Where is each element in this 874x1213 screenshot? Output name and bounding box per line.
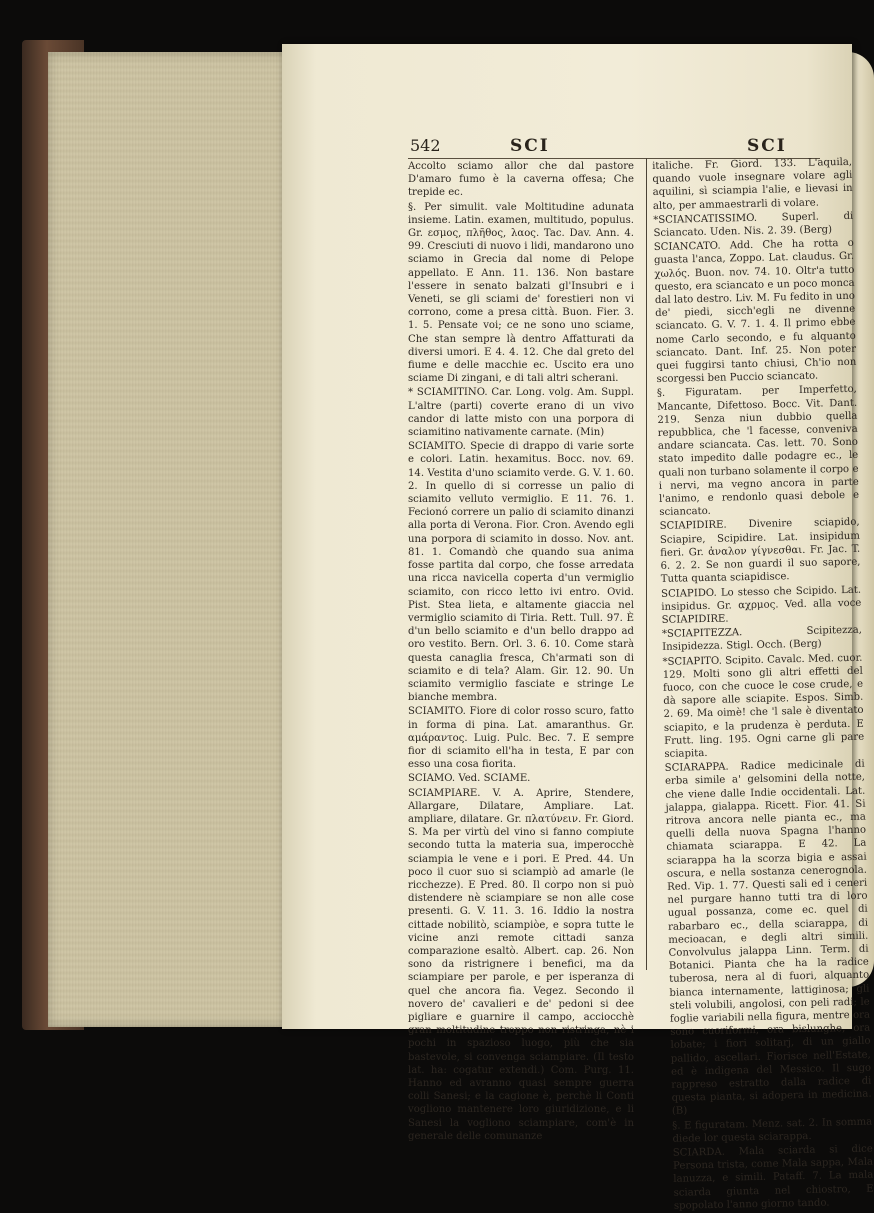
header-right: SCI	[747, 136, 787, 156]
entry-paragraph: *SCIAPITEZZA. Scipitezza, Insipidezza. Stigl. Occh. (Berg)	[661, 624, 863, 654]
dictionary-page	[282, 44, 874, 1212]
running-header	[282, 136, 852, 158]
entry-paragraph: SCIARDA. Mala sciarda si dice Persona trista, come Mala sappa, Mala lanuzza, e simili. Pataff. 7. La mala sciarda giunta nel chiostro, E spopolato l'anno giorno tando.	[672, 1143, 874, 1212]
header-left: SCI	[510, 136, 550, 156]
entry-paragraph: italiche. Fr. Giord. 133. L'aquila, quando vuole insegnare volare agli aquilini, sì sciampia l'alie, e lievasi in alto, per ammaestrarli di volare.	[652, 156, 853, 212]
entry-paragraph: SCIAMITO. Specie di drappo di varie sorte e colori. Latin. hexamitus. Bocc. nov. 69. 14. Vestita d'uno sciamito verde. G. V. 1. 60. 2. In quello di si corresse un palio di sciamito velluto vermiglio. E 11. 76. 1. Fecionó correre un palio di sciamito dinanzi alla porta di Verona. Fior. Cron. Avendo egli una porpora di sciamito in dosso. Nov. ant. 81. 1. Comandò che quando sua anima fosse partita dal corpo, che fosse arredata una ricca navicella coperta d'un vermiglio sciamito, con ricco letto ivi entro. Ovid. Pist. Stea lieta, e altamente giaccia nel vermiglio sciamito di Tiria. Rett. Tull. 97. È d'un bello sciamito e d'un bello drappo ad oro vestito. Bern. Orl. 3. 6. 10. Come starà questa canaglia fresca, Ch'armati son di sciamito e di tela? Alam. Gir. 12. 90. Un sciamito vermiglio fasciate e stringe Le bianche membra.	[408, 441, 634, 704]
entry-paragraph: SCIAMPIARE. V. A. Aprire, Stendere, Allargare, Dilatare, Ampliare. Lat. ampliare, dilatare. Gr. πλατύνειν. Fr. Giord. S. Ma per virtù del vino si fanno compiute secondo tutta la materia sua, imperocchè sciampia le vene e i pori. E Pred. 44. Un poco il cuor suo si sciampiò ad amarle (le ricchezze). E Pred. 80. Il corpo non si può distendere nè sciampiare se non alle cose presenti. G. V. 11. 3. 16. Iddio la nostra cittade nobilitò, sciampiòe, e sopra tutte le vicine anzi remote cittadi sanza comparazione esaltò. Albert. cap. 26. Non sono da ristrignere i benefici, ma da sciampiare per parole, e per isperanza di quel che ancora fia. Vegez. Secondo il novero de' cavalieri e de' pedoni si dee pigliare e guarnire il campo, acciocchè gran moltitudine troppo non ristringa, nè i pochi in spazioso luogo, più che sia bastevole, si convenga sciampiare. (Il testo lat. ha: cogatur extendi.) Com. Purg. 11. Hanno ed avranno quasi sempre guerra colli Sanesi; e la cagione è, perchè li Conti vogliono mantenere loro giuridizione, e li Sanesi la vogliono sciampiare, com'è in generale delle comunanze	[408, 787, 634, 1142]
page-edges	[48, 52, 288, 1027]
entry-paragraph: §. E figuratam. Menz. sat. 2. In somma diede lor questa sciarappa.	[672, 1116, 873, 1145]
column-divider	[646, 158, 647, 970]
entry-paragraph: SCIARAPPA. Radice medicinale di erba simile a' gelsomini della notte, che viene dalle Indie occidentali. Lat. jalappa, gialappa. Ricett. Fior. 41. Si ritrova ancora nelle pianta ec., ma quelli della nuova Spagna l'hanno chiamata sciarappa. E 42. La sciarappa ha la scorza bigia e assai oscura, e nella sostanza cenerognola. Red. Vip. 1. 77. Questi sali ed i ceneri nel purgare hanno tutti tra di loro ugual possanza, come ec. quel di rabarbaro ec., della sciarappa, di mecioacan, e degli altri simili. Convolvulus jalappa Linn. Term. di Botanici. Pianta che ha la radice tuberosa, nera al di fuori, alquanto bianca internamente, lattiginosa; gli steli volubili, angolosi, con peli radi; le foglie variabili nella figura, mentre ora sono cuoriformi, ora bislunghe, ora lobate; i fiori solitarj, di un giallo pallido, ascellari. Fiorisce nell'Estate, ed è indigena del Messico. Il sugo rappreso estratto dalla radice di questa pianta, si adopera in medicina. (B)	[664, 758, 872, 1118]
entry-paragraph: SCIAMO. Ved. SCIAME.	[408, 773, 531, 785]
entry-paragraph: *SCIAPITO. Scipito. Cavalc. Med. cuor. 129. Molti sono gli altri effetti del fuoco, con che cuoce le cose crude, e dà sapore alle sciapite. Espos. Simb. 2. 69. Ma oimè! che 'l sale è diventato sciapito, e la prudenza è perduta. E Frutt. ling. 195. Ogni carne gli pare sciapita.	[662, 652, 865, 760]
entry-paragraph: SCIAPIDIRE. Divenire sciapido, Sciapire, Scipidire. Lat. insipidum fieri. Gr. ἀναλον γίγνεσθαι. Fr. Jac. T. 6. 2. 2. Se non guardi il suo sapore, Tutta quanta sciapidisce.	[659, 517, 861, 586]
entry-paragraph: * SCIAMITINO. Car. Long. volg. Am. Suppl. L'altre (parti) coverte erano di un vivo candor di latte misto con una porpora di sciamitino nativamente carnate. (Min)	[408, 387, 634, 439]
entry-paragraph: SCIAPIDO. Lo stesso che Scipido. Lat. insipidus. Gr. αχρμος. Ved. alla voce SCIAPIDIRE.	[660, 584, 862, 626]
entry-paragraph: Accolto sciamo allor che dal pastore D'amaro fumo è la caverna offesa; Che trepide ec.	[408, 161, 634, 199]
left-column	[408, 160, 634, 1142]
entry-paragraph: *SCIANCATISSIMO. Superl. di Sciancato. Uden. Nis. 2. 39. (Berg)	[653, 210, 854, 239]
entry-paragraph: SCIANCATO. Add. Che ha rotta o guasta l'anca, Zoppo. Lat. claudus. Gr. χωλός. Buon. nov. 74. 10. Oltr'a tutto questo, era sciancato e un poco monca dal lato destro. Liv. M. Fu fedito in uno de' piedi, sicch'egli ne divenne sciancato. G. V. 7. 1. 4. Il primo ebbe nome Carlo secondo, e fu alquanto sciancato. Dant. Inf. 25. Non poter quei fuggirsi tanto chiusi, Ch'io non scorgessi ben Puccio sciancato.	[653, 238, 857, 386]
right-column	[652, 156, 874, 1212]
entry-paragraph: SCIAMITO. Fiore di color rosso scuro, fatto in forma di pina. Lat. amaranthus. Gr. αμάραντος. Luig. Pulc. Bec. 7. E sempre fior di sciamito ell'ha in testa, E par con esso una cosa fiorita.	[408, 706, 634, 771]
entry-paragraph: §. Figuratam. per Imperfetto, Mancante, Difettoso. Bocc. Vit. Dant. 219. Senza niun dubbio quella repubblica, che 'l facesse, conveniva andare sciancata. Cas. lett. 70. Sono stato impedito dalle podagre ec., le quali non turbano solamente il corpo e i nervi, ma vegno ancora in parte l'animo, e rendonlo quasi debole e sciancato.	[656, 384, 860, 519]
page-number: 542	[410, 136, 441, 155]
entry-paragraph: §. Per simulit. vale Moltitudine adunata insieme. Latin. examen, multitudo, populus. Gr. εσμος, πλῆθος, λαος. Tac. Dav. Ann. 4. 99. Cresciuti di nuovo i lidi, mandarono uno sciamo in Grecia dal nome di Pelope appellato. E Ann. 11. 136. Non bastare l'essere in senato balzati gl'Insubri e i Veneti, se gli sciami de' forestieri non vi corrono, come a presa città. Buon. Fier. 3. 1. 5. Pensate voi; ce ne sono uno sciame, Che stan sempre là dentro Affatturati da diversi umori. E 4. 4. 12. Che dal greto del fiume e delle macchie ec. Uscito era uno sciame Di zingani, e di tali altri scherani.	[408, 201, 634, 385]
